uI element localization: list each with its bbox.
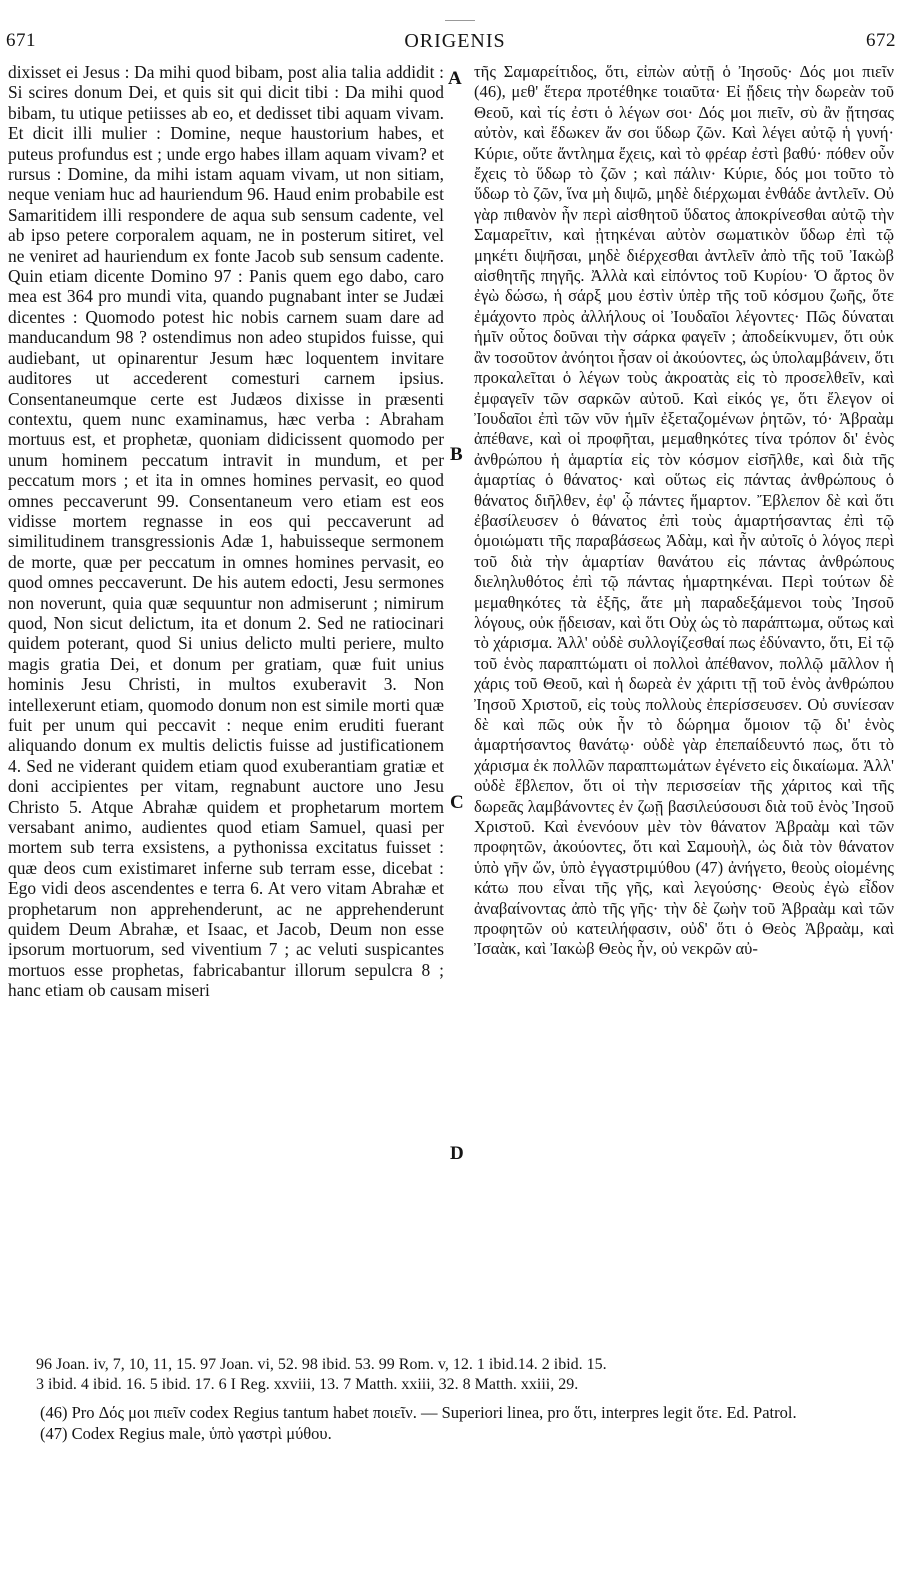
reference-line: 3 ibid. 4 ibid. 16. 5 ibid. 17. 6 I Reg. xxviii, 13. 7 Matth. xxiii, 32. 8 Matth. xxiii, 29. (36, 1376, 579, 1393)
top-rule (445, 20, 475, 21)
greek-text: τῆς Σαμαρείτιδος, ὅτι, εἰπὼν αὐτῇ ὁ Ἰησοῦς· Δός μοι πιεῖν (46), μεθ' ἕτερα προτέθηκε τοιαῦτα· Εἰ ᾔδεις τὴν δωρεὰν τοῦ Θεοῦ, καὶ τίς ἐστι ὁ λέγων σοι· Δός μοι πιεῖν, σὺ ἂν ᾔτησας αὐτὸν, καὶ ἔδωκεν ἄν σοι ὕδωρ ζῶν. Καὶ λέγει αὐτῷ ἡ γυνή· Κύριε, οὔτε ἄντλημα ἔχεις, καὶ τὸ φρέαρ ἐστὶ βαθύ· πόθεν οὖν ἔχεις τὸ ὕδωρ τὸ ζῶν ; καὶ πάλιν· Κύριε, δός μοι τοῦτο τὸ ὕδωρ τὸ ζῶν, ἵνα μὴ διψῶ, μηδὲ διέρχωμαι ἐνθάδε ἀντλεῖν. Οὐ γὰρ πιθανὸν ἦν περὶ αἰσθητοῦ ὕδατος ἀποκρίνεσθαι αὐτῷ τὴν Σαμαρεῖτιν, καὶ ᾐτηκέναι αὐτὸν σωματικὸν ὕδωρ ἐπὶ τῷ μηκέτι διψῆσαι, μηδὲ διέρχεσθαι ἀντλεῖν ἀπὸ τῆς τοῦ Ἰακὼβ αἰσθητῆς πηγῆς. Ἀλλὰ καὶ εἰπόντος τοῦ Κυρίου· Ὁ ἄρτος ὃν ἐγὼ δώσω, ἡ σάρξ μου ἐστὶν ὑπὲρ τῆς τοῦ κόσμου ζωῆς, ὅτε ἐμάχοντο πρὸς ἀλλήλους οἱ Ἰουδαῖοι λέγοντες· Πῶς δύναται ἡμῖν οὗτος δοῦναι τὴν σάρκα φαγεῖν ; ἀποδείκνυμεν, ὅτι οὐκ ἂν τοσοῦτον ἀνόητοι ἦσαν οἱ ἀκούοντες, ὡς ὑπολαμβάνειν, ὅτι προκαλεῖται ὁ λέγων τοὺς ἀκροατὰς εἰς τὸ προσελθεῖν, καὶ ἐμφαγεῖν τῶν σαρκῶν αὐτοῦ. Καὶ εἰκός γε, ὅτι ἔλεγον οἱ Ἰουδαῖοι ἐπὶ τῶν νῦν ἡμῖν ἐξεταζομένων ῥητῶν, τό· Ἀβραὰμ ἀπέθανε, καὶ οἱ προφῆται, μεμαθηκότες τίνα τρόπον δι' ἑνὸς ἀνθρώπου ἡ ἁμαρτία εἰς τὸν κόσμον εἰσῆλθε, καὶ διὰ τῆς ἁμαρτίας ὁ θάνατος· καὶ οὕτως εἰς πάντας ἀνθρώπους ὁ θάνατος διῆλθεν, ἐφ' ᾧ πάντες ἥμαρτον. Ἔβλεπον δὲ καὶ ὅτι ἐβασίλευσεν ὁ θάνατος ἐπὶ τοὺς ἁμαρτήσαντας ἐπὶ τῷ ὁμοιώματι τῆς παραβάσεως Ἀδὰμ, καὶ ἦν αὐτοῖς ὁ λόγος περὶ τοῦ διὰ τὴν ἁμαρτίαν θανάτου εἰς πάντας ἀνθρώπους διεληλυθότος ἐπὶ τῷ πάντας ἡμαρτηκέναι. Περὶ τούτων δὲ μεμαθηκότες τὰ ἑξῆς, ἅτε μὴ παραδεξάμενοι τοὺς Ἰησοῦ λόγους, οὐκ ᾔδεισαν, καὶ ὅτι Οὐχ ὡς τὸ παράπτωμα, οὕτως καὶ τὸ χάρισμα. Ἀλλ' οὐδὲ συλλογίζεσθαί πως ἐδύναντο, ὅτι, Εἰ τῷ τοῦ ἑνὸς παραπτώματι οἱ πολλοὶ ἀπέθανον, πολλῷ μᾶλλον ἡ χάρις τοῦ Θεοῦ, καὶ ἡ δωρεὰ ἐν χάριτι τῇ τοῦ ἑνὸς ἀνθρώπου Ἰησοῦ Χριστοῦ, εἰς τοὺς πολλοὺς ἐπερίσσευσεν. Οὐ συνίεσαν δὲ καὶ πῶς οὐκ ἦν τὸ δώρημα ὅμοιον τῷ δι' ἑνὸς ἁμαρτήσαντος θανάτῳ· οὐδὲ γὰρ ἐπεπαίδευντό πως, ὅτι τὸ χάρισμα ἐκ πολλῶν παραπτωμάτων ἐγένετο εἰς δικαίωμα. Ἀλλ' οὐδὲ ἔβλεπον, ὅτι οἱ τὴν περισσείαν τῆς χάριτος καὶ τῆς δωρεᾶς λαμβάνοντες ἐν ζωῇ βασιλεύσουσι διὰ τοῦ ἑνὸς Ἰησοῦ Χριστοῦ. Καὶ ἐνενόουν μὲν τὸν θάνατον Ἀβραὰμ καὶ τῶν προφητῶν, ἀκούοντες, ὅτι καὶ Σαμουὴλ, ὡς διὰ τὸν θάνατον ὑπὸ γῆν ὤν, ὑπὸ ἐγγαστριμύθου (47) ἀνήγετο, θεοὺς οἰομένης κάτω που εἶναι τῆς γῆς, καὶ λεγούσης· Θεοὺς ἐγὼ εἶδον ἀναβαίνοντας ἀπὸ τῆς γῆς· τὴν δὲ ζωὴν τοῦ Ἀβραὰμ καὶ τῶν προφητῶν οὐ κατειλήφασιν, οὐδ' ὅτι ὁ Θεὸς Ἀβραὰμ, καὶ Ἰσαὰκ, καὶ Ἰακὼβ Θεὸς ἦν, οὐ νεκρῶν αὐ- (474, 62, 894, 959)
section-marker-c: C (450, 792, 464, 813)
latin-column (8, 62, 444, 1001)
section-marker-b: B (450, 444, 463, 465)
note-47: (47) Codex Regius male, ὑπὸ γαστρὶ μύθου. (40, 1424, 332, 1443)
note-46: (46) Pro Δός μοι πιεῖν codex Regius tantum habet ποιεῖν. — Superiori linea, pro ὅτι, interpres legit ὅτε. Ed. Patrol. (40, 1403, 797, 1422)
running-title: ORIGENIS (404, 30, 506, 52)
latin-text: dixisset ei Jesus : Da mihi quod bibam, post alia talia addidit : Si scires donum Dei, et quis sit qui dicit tibi : Da mihi quod bibam, tu utique petiisses ab eo, et dedisset tibi aquam vivam. Et dicit illi mulier : Domine, neque haustorium habes, et puteus profundus est ; unde ergo habes illam aquam vivam? et rursus : Domine, da mihi istam aquam vivam, ut non sitiam, neque veniam huc ad hauriendum 96. Haud enim probabile est Samaritidem illi respondere de aqua sub sensum cadente, vel ab ipso petere corporalem aquam, ne in posterum sitiret, vel ne veniret ad hauriendum ex fonte Jacob sub sensum cadente. Quin etiam dicente Domino 97 : Panis quem ego dabo, caro mea est 364 pro mundi vita, quando pugnabant inter se Judæi dicentes : Quomodo potest hic nobis carnem suam dare ad manducandum 98 ? ostendimus non adeo stupidos fuisse, qui audiebant, ut opinarentur Jesum hæc loquentem invitare auditores ut accederent comesturi carnem ipsius. Consentaneumque certe est Judæos dixisse in præsenti contextu, quem nunc examinamus, hæc verba : Abraham mortuus est, et prophetæ, quoniam didicissent quomodo per unum hominem peccatum intravit in mundum, et per peccatum mors ; et ita in omnes homines pervasit, eo quod omnes peccaverunt 99. Consentaneum vero etiam est eos vidisse mortem regnasse in eos qui peccaverunt ad similitudinem transgressionis Adæ 1, habuisseque sermonem de morte, quæ per peccatum in omnes homines pervasit, eo quod omnes peccaverunt. De his autem edocti, Jesu sermones non noverunt, quia quæ sequuntur non admiserunt ; nimirum quod, Non sicut delictum, ita et donum 2. Sed ne ratiocinari quidem poterant, quod Si unius delicto multi periere, multo magis gratia Dei, et donum per gratiam, quæ fuit unius hominis Jesu Christi, in multos exuberavit 3. Non intellexerunt etiam, quomodo donum non est simile morti quæ fuit per unum qui peccavit : neque enim eruditi fuerant aliquando donum ex multis delictis fuisse ad justificationem 4. Sed ne viderant quidem etiam quod exuberantiam gratiæ et doni accipientes per vitam, regnabunt auctore uno Jesu Christo 5. Atque Abrahæ quidem et prophetarum mortem versabant animo, audientes quod etiam Samuel, quasi per mortem sub terra exsistens, a pythonissa excitatus fuisset : quæ deos cum existimaret inferne sub terram esse, dicebat : Ego vidi deos ascendentes e terra 6. At vero vitam Abrahæ et prophetarum non apprehenderunt, ac ne apprehenderunt quidem Deum Abrahæ, et Isaac, et Jacob, Deum non esse ipsorum mortuorum, sed viventium 7 ; ac veluti suspicantes mortuos esse prophetas, fabricabantur illorum sepulcra 8 ; hanc etiam ob causam miseri (8, 62, 444, 1001)
greek-column (474, 62, 894, 960)
right-column-number: 672 (866, 30, 896, 51)
editorial-notes (30, 1402, 890, 1444)
section-marker-a: A (448, 68, 462, 89)
reference-line: 96 Joan. iv, 7, 10, 11, 15. 97 Joan. vi, 52. 98 ibid. 53. 99 Rom. v, 12. 1 ibid.14. 2 ibid. 15. (36, 1356, 607, 1373)
section-marker-d: D (450, 1143, 464, 1164)
scripture-references (36, 1355, 886, 1395)
left-column-number: 671 (6, 30, 36, 51)
